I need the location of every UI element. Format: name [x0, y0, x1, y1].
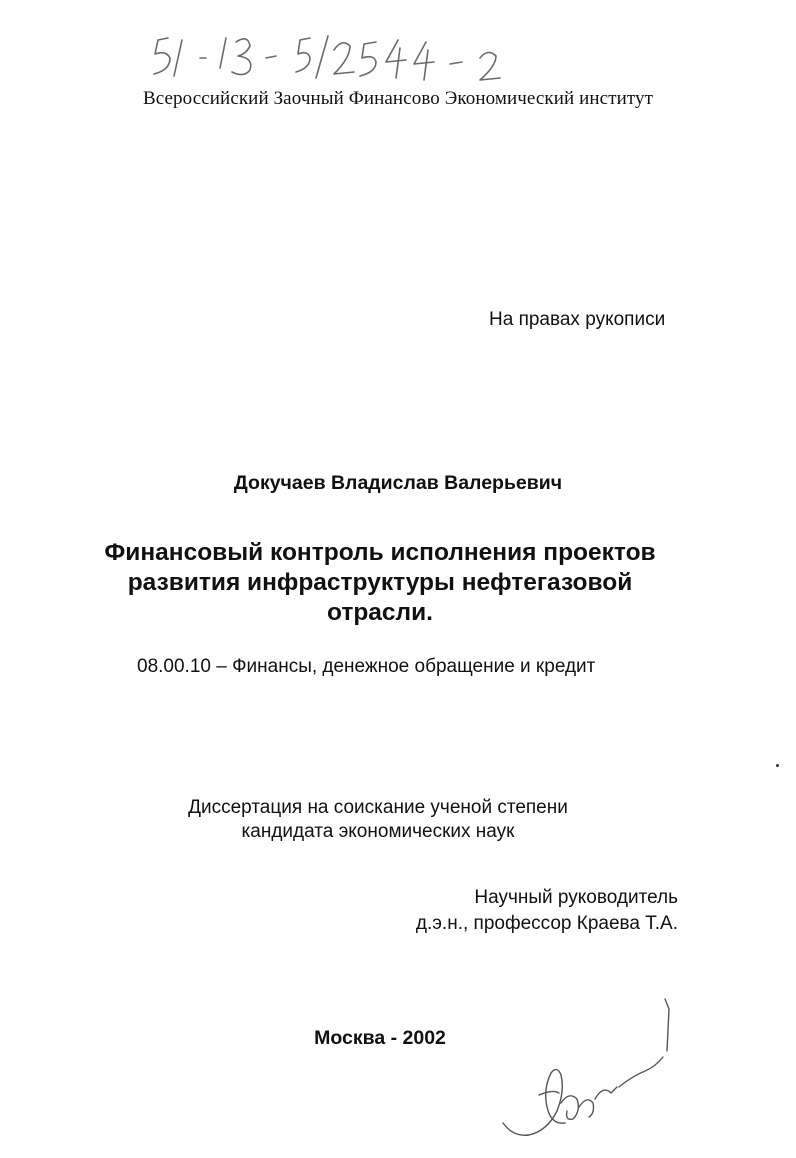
institute-name: Всероссийский Заочный Финансово Экономический институт [142, 88, 654, 109]
supervisor-block [400, 885, 678, 937]
handwritten-signature-icon [495, 995, 685, 1145]
dissertation-title [0, 538, 760, 628]
degree-line: кандидата экономических наук [241, 821, 515, 842]
degree-line: Диссертация на соискание ученой степени [188, 797, 568, 818]
title-line: развития инфраструктуры нефтегазовой [127, 569, 633, 596]
scan-speck [776, 764, 779, 767]
city-year: Москва - 2002 [314, 1027, 446, 1049]
degree-statement [0, 796, 756, 844]
supervisor-name: д.э.н., профессор Краева Т.А. [415, 913, 678, 934]
author-name: Докучаев Владислав Валерьевич [233, 472, 563, 494]
title-line: Финансовый контроль исполнения проектов [104, 539, 656, 566]
title-line: отрасли. [326, 599, 433, 626]
rights-note: На правах рукописи [489, 309, 666, 330]
supervisor-role: Научный руководитель [474, 887, 678, 908]
specialty-code: 08.00.10 – Финансы, денежное обращение и кредит [137, 656, 596, 677]
